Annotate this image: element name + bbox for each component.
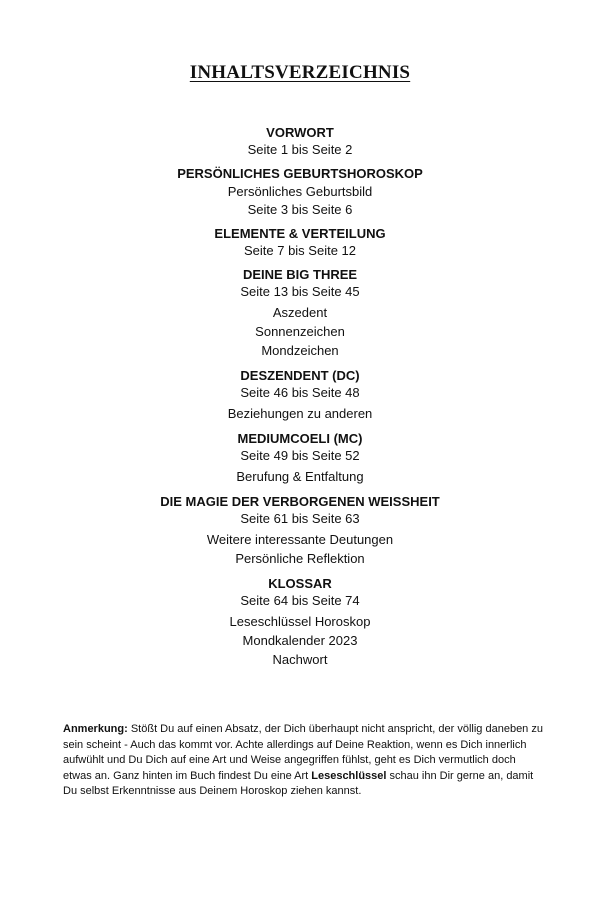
toc-section-magie xyxy=(0,493,600,568)
toc-section-vorwort xyxy=(0,124,600,158)
toc-section-deszendent xyxy=(0,367,600,423)
page-range: Seite 13 bis Seite 45 xyxy=(240,284,360,299)
page-range: Seite 61 bis Seite 63 xyxy=(240,511,360,526)
sub-item: Leseschlüssel Horoskop xyxy=(229,614,371,629)
note-text: Stößt Du auf einen Absatz, der Dich überhaupt nicht anspricht, der völlig daneben zu sein scheint - Auch das kommt vor. Achte allerdings auf Deine Reaktion, wenn es Dich innerlich aufwühlt und Du Dich auf eine Art und Weise angegriffen fühlst, geht es Dich vermutlich doch etwas an. Ganz hinten im Buch findest Du eine Art xyxy=(63,723,543,782)
note-text: schau ihn Dir gerne an, damit Du selbst Erkenntnisse aus Deinem Horoskop ziehen kannst. xyxy=(63,769,534,797)
toc-section-geburtshoroskop xyxy=(0,165,600,218)
page-title: INHALTSVERZEICHNIS xyxy=(189,62,411,83)
sub-item: Nachwort xyxy=(272,652,328,667)
section-heading: VORWORT xyxy=(266,125,334,140)
sub-item: Persönliches Geburtsbild xyxy=(227,184,373,199)
sub-item: Weitere interessante Deutungen xyxy=(206,532,394,547)
section-heading: DESZENDENT (DC) xyxy=(240,368,360,383)
note-keyword: Leseschlüssel xyxy=(311,769,387,782)
section-heading: KLOSSAR xyxy=(268,576,332,591)
section-heading: PERSÖNLICHES GEBURTSHOROSKOP xyxy=(177,166,423,181)
note-label: Anmerkung: xyxy=(63,723,128,735)
sub-item: Aszedent xyxy=(272,305,328,320)
sub-item: Beziehungen zu anderen xyxy=(227,406,373,421)
toc-section-klossar xyxy=(0,575,600,669)
page-range: Seite 49 bis Seite 52 xyxy=(240,448,360,463)
note-paragraph xyxy=(63,722,543,800)
page-range: Seite 3 bis Seite 6 xyxy=(247,202,353,217)
page-range: Seite 1 bis Seite 2 xyxy=(247,142,353,157)
sub-item: Mondkalender 2023 xyxy=(242,633,358,648)
section-heading: DIE MAGIE DER VERBORGENEN WEISSHEIT xyxy=(160,494,440,509)
sub-item: Berufung & Entfaltung xyxy=(236,469,364,484)
page-range: Seite 7 bis Seite 12 xyxy=(243,243,357,258)
toc-section-big-three xyxy=(0,266,600,360)
page-range: Seite 46 bis Seite 48 xyxy=(240,385,360,400)
toc-section-mediumcoeli xyxy=(0,430,600,486)
sub-item: Sonnenzeichen xyxy=(255,324,345,339)
section-heading: DEINE BIG THREE xyxy=(242,267,358,282)
sub-item: Mondzeichen xyxy=(261,343,339,358)
page-range: Seite 64 bis Seite 74 xyxy=(240,593,360,608)
section-heading: ELEMENTE & VERTEILUNG xyxy=(214,226,386,241)
sub-item: Persönliche Reflektion xyxy=(235,551,365,566)
toc-section-elemente xyxy=(0,225,600,259)
section-heading: MEDIUMCOELI (MC) xyxy=(237,431,363,446)
table-of-contents xyxy=(0,124,600,676)
